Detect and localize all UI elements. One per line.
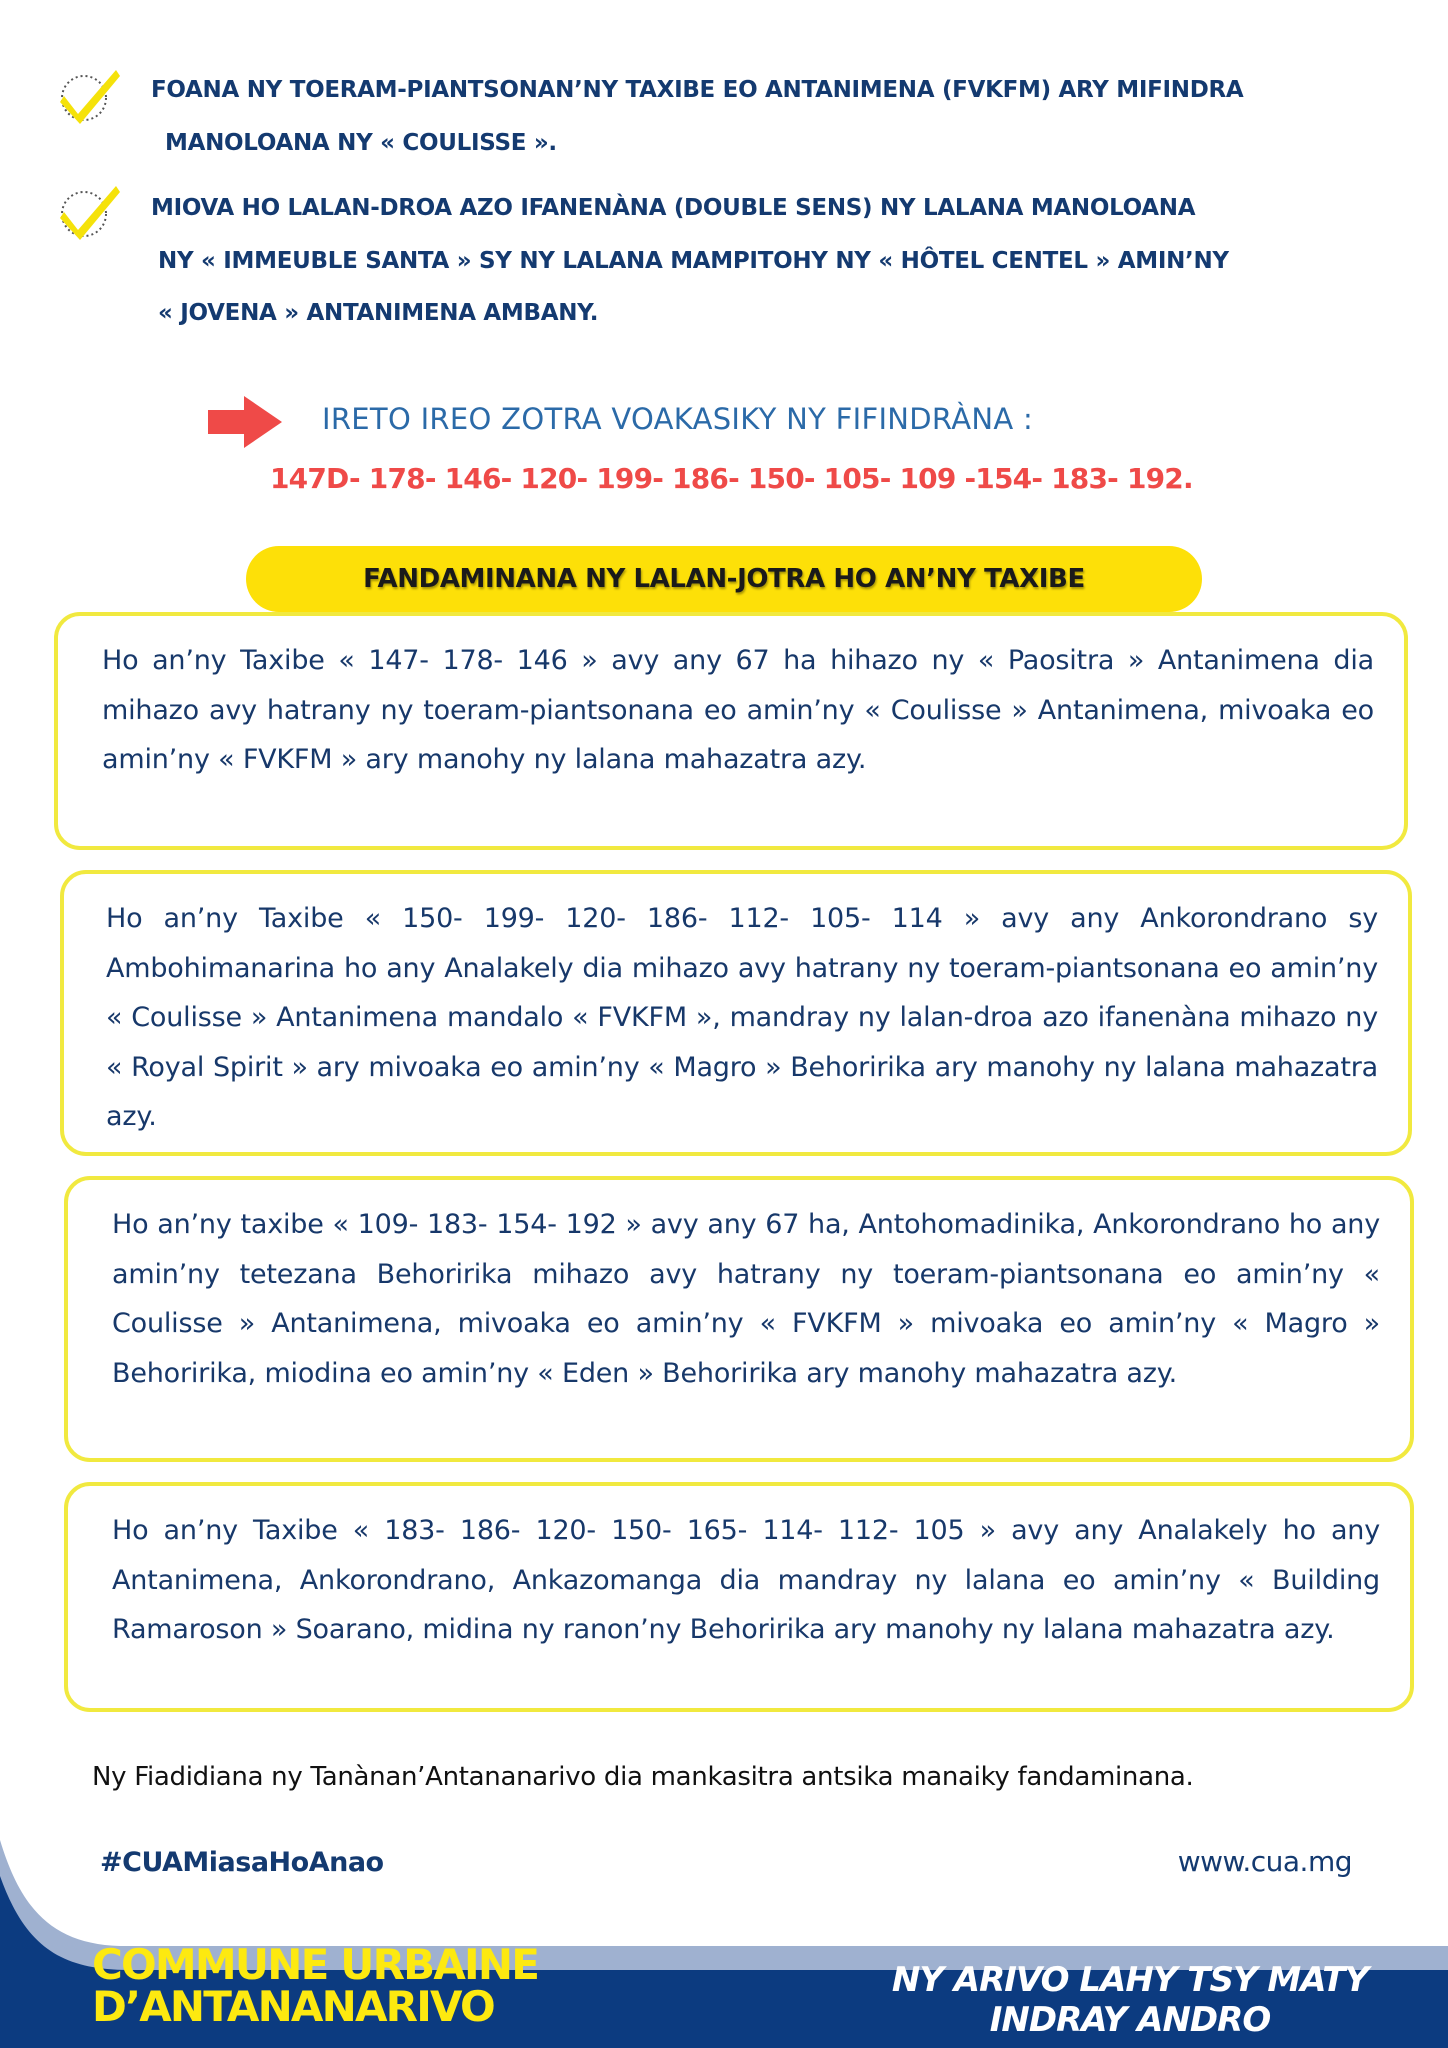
- organization-name-line-1: COMMUNE URBAINE: [92, 1940, 539, 1989]
- slogan-line-2: INDRAY ANDRO: [989, 2000, 1271, 2040]
- notice-1-line-1: FOANA NY TOERAM-PIANTSONAN’NY TAXIBE EO ANTANIMENA (FVKFM) ARY MIFINDRA: [151, 77, 1244, 103]
- arrow-right-icon: [208, 396, 282, 448]
- website-link[interactable]: www.cua.mg: [1177, 1845, 1352, 1878]
- route-card-2-text: Ho an’ny Taxibe « 150- 199- 120- 186- 112- 105- 114 » avy any Ankorondrano sy Ambohimanarina ho any Analakely dia mihazo avy hatrany ny toeram-piantsonana eo amin’ny « Coulisse » Antanimena mandalo « FVKFM », mandray ny lalan-droa azo ifanenàna mihazo ny « Royal Spirit » ary mivoaka eo amin’ny « Magro » Behoririka ary manohy ny lalana mahazatra azy.: [106, 903, 1378, 1132]
- notice-2-line-3: « JOVENA » ANTANIMENA AMBANY.: [158, 300, 599, 326]
- notice-2-line-2: NY « IMMEUBLE SANTA » SY NY LALANA MAMPITOHY NY « HÔTEL CENTEL » AMIN’NY: [158, 248, 1229, 274]
- route-card-3: [64, 1176, 1414, 1462]
- route-card-4: [64, 1482, 1414, 1712]
- organization-name: [92, 1940, 539, 2031]
- route-card-1: [54, 612, 1408, 850]
- route-card-4-text: Ho an’ny Taxibe « 183- 186- 120- 150- 165- 114- 112- 105 » avy any Analakely ho any Antanimena, Ankorondrano, Ankazomanga dia mandray ny lalana eo amin’ny « Building Ramaroson » Soarano, midina ny ranon’ny Behoririka ary manohy ny lalana mahazatra azy.: [112, 1515, 1380, 1645]
- route-card-2: [60, 870, 1412, 1156]
- route-card-3-text: Ho an’ny taxibe « 109- 183- 154- 192 » avy any 67 ha, Antohomadinika, Ankorondrano ho any amin’ny tetezana Behoririka mihazo avy hatrany ny toeram-piantsonana eo amin’ny « Coulisse » Antanimena, mivoaka eo amin’ny « FVKFM » mivoaka eo amin’ny « Magro » Behoririka, miodina eo amin’ny « Eden » Behoririka ary manohy mahazatra azy.: [112, 1209, 1380, 1389]
- routes-list: 147D- 178- 146- 120- 199- 186- 150- 105- 109 -154- 183- 192.: [270, 462, 1193, 495]
- section-title: FANDAMINANA NY LALAN-JOTRA HO AN’NY TAXIBE: [363, 564, 1085, 594]
- slogan: [870, 1960, 1390, 2040]
- route-card-1-text: Ho an’ny Taxibe « 147- 178- 146 » avy any 67 ha hihazo ny « Paositra » Antanimena dia mihazo avy hatrany ny toeram-piantsonana eo amin’ny « Coulisse » Antanimena, mivoaka eo amin’ny « FVKFM » ary manohy ny lalana mahazatra azy.: [102, 645, 1374, 775]
- closing-statement: Ny Fiadidiana ny Tanànan’Antananarivo dia mankasitra antsika manaiky fandaminana.: [92, 1762, 1194, 1792]
- check-icon: [56, 180, 122, 242]
- check-icon: [56, 64, 122, 126]
- notice-2-line-1: MIOVA HO LALAN-DROA AZO IFANENÀNA (DOUBLE SENS) NY LALANA MANOLOANA: [151, 195, 1196, 221]
- slogan-line-1: NY ARIVO LAHY TSY MATY: [891, 1960, 1369, 2000]
- notice-1-line-2: MANOLOANA NY « COULISSE ».: [165, 130, 557, 156]
- organization-name-line-2: D’ANTANANARIVO: [92, 1982, 494, 2031]
- routes-title: IRETO IREO ZOTRA VOAKASIKY NY FIFINDRÀNA :: [322, 402, 1034, 436]
- section-title-banner: [246, 546, 1202, 612]
- hashtag: #CUAMiasaHoAnao: [100, 1847, 384, 1878]
